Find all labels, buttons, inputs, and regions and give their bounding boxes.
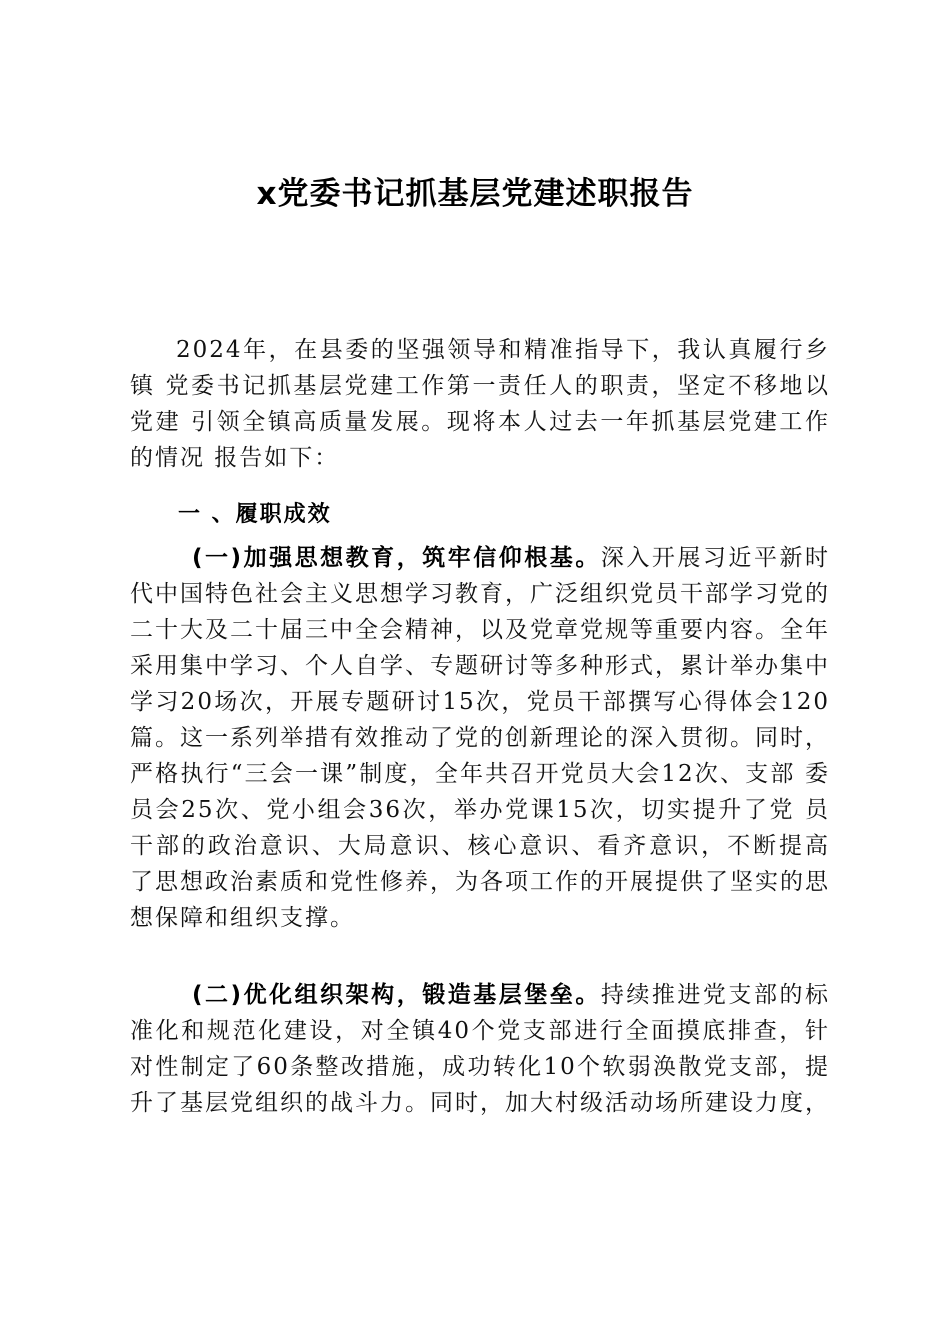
intro-paragraph: 2024年，在县委的坚强领导和精准指导下，我认真履行乡镇 党委书记抓基层党建工作第一责任人的职责，坚定不移地以党建 引领全镇高质量发展。现将本人过去一年抓基层党建工作的情况 报告如下：: [130, 337, 830, 471]
item-two-text: 持续推进党支部的标准化和规范化建设，对全镇40个党支部进行全面摸底排查，针 对性制定了60条整改措施，成功转化10个软弱涣散党支部，提 升了基层党组织的战斗力。同时，加大村级活动场所建设力度，: [130, 982, 830, 1116]
item-two-paragraph: [130, 977, 830, 1121]
section-heading: 一 、履职成效: [178, 502, 332, 527]
item-one-text: 深入开展习近平新时代中国特色社会主义思想学习教育，广泛组织党员干部学习党的二十大及二十届三中全会精神，以及党章党规等重要内容。全年采用集中学习、个人自学、专题研讨等多种形式，累计举办集中学习20场次，开展专题研讨15次，党员干部撰写心得体会120 篇。这一系列举措有效推动了党的创新理论的深入贯彻。同时， 严格执行“三会一课”制度，全年共召开党员大会12次、支部 委员会25次、党小组会36次，举办党课15次，切实提升了党 员干部的政治意识、大局意识、核心意识、看齐意识，不断提高 了思想政治素质和党性修养，为各项工作的开展提供了坚实的思 想保障和组织支撑。: [130, 545, 830, 931]
item-one-paragraph: [130, 540, 830, 936]
item-one-lead: (一)加强思想教育，筑牢信仰根基。: [192, 545, 601, 571]
item-two-lead: (二)优化组织架构，锻造基层堡垒。: [192, 982, 601, 1008]
document-title: x党委书记抓基层党建述职报告: [256, 176, 694, 212]
